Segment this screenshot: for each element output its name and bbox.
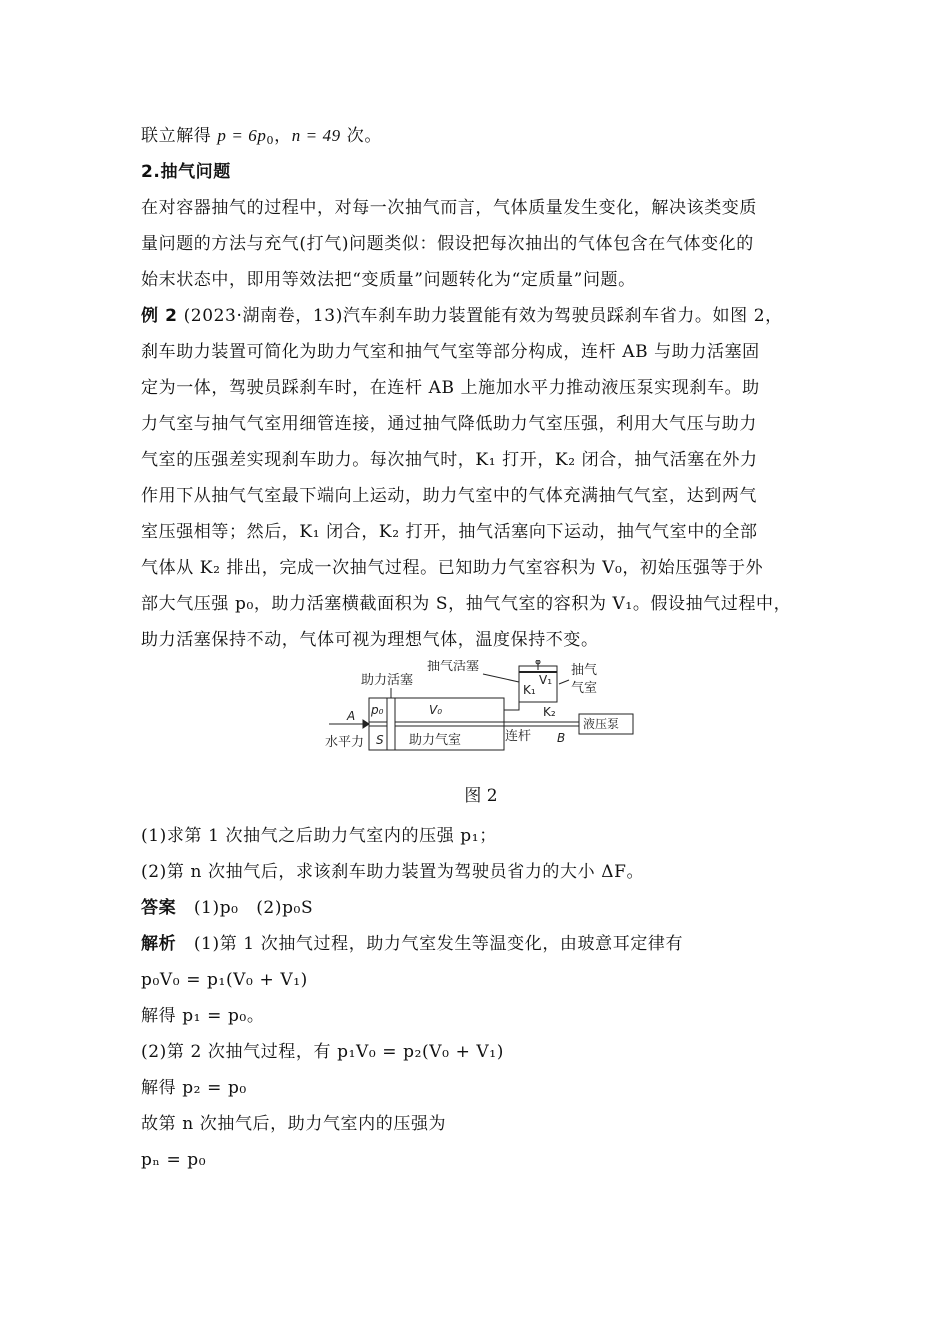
label-b: B	[557, 731, 566, 745]
solution-line	[141, 926, 821, 962]
question-2: (2)第 n 次抽气后，求该刹车助力装置为驾驶员省力的大小 ΔF。	[141, 862, 645, 882]
example-line: 力气室与抽气气室用细管连接，通过抽气降低助力气室压强，利用大气压与助力	[141, 414, 757, 434]
example-line	[141, 298, 821, 334]
example-line: 定为一体，驾驶员踩刹车时，在连杆 AB 上施加水平力推动液压泵实现刹车。助	[141, 378, 760, 398]
math: n = 49	[291, 126, 341, 145]
booster-piston	[387, 698, 395, 750]
label-horizontal-force: 水平力	[325, 735, 365, 750]
answer-line	[141, 890, 821, 926]
label-k2: K₂	[543, 705, 556, 719]
solution-line: p₀V₀ = p₁(V₀ + V₁)	[141, 970, 308, 990]
solution-label: 解析	[141, 934, 177, 954]
label-pump-piston: 抽气活塞	[427, 660, 480, 674]
example-line: 助力活塞保持不动，气体可视为理想气体，温度保持不变。	[141, 630, 599, 650]
label-a: A	[347, 709, 356, 723]
label-p0: p₀	[371, 703, 384, 717]
label-v0: V₀	[429, 703, 443, 717]
example-line: 气室的压强差实现刹车助力。每次抽气时，K₁ 打开，K₂ 闭合，抽气活塞在外力	[141, 450, 758, 470]
brake-booster-diagram	[319, 660, 639, 772]
section-heading: 2.抽气问题	[141, 162, 231, 182]
label-booster-piston: 助力活塞	[361, 673, 414, 688]
text: 联立解得	[141, 126, 218, 146]
example-line: 刹车助力装置可简化为助力气室和抽气气室等部分构成，连杆 AB 与助力活塞固	[141, 342, 760, 362]
paragraph-line: 在对容器抽气的过程中，对每一次抽气而言，气体质量发生变化，解决该类变质	[141, 198, 757, 218]
connecting-tube	[504, 702, 519, 710]
math: p = 6p	[217, 126, 267, 145]
document-page	[141, 118, 821, 1178]
text: ，	[274, 126, 292, 146]
label-hydraulic-pump: 液压泵	[583, 717, 620, 731]
paragraph-line: 量问题的方法与充气(打气)问题类似：假设把每次抽出的气体包含在气体变化的	[141, 234, 754, 254]
example-line: 室压强相等；然后，K₁ 闭合，K₂ 打开，抽气活塞向下运动，抽气气室中的全部	[141, 522, 758, 542]
text: 次。	[340, 126, 382, 146]
label-s: S	[376, 733, 384, 747]
label-booster-chamber: 助力气室	[409, 733, 462, 748]
figure-caption: 图 2	[464, 786, 498, 806]
example-label: 例 2	[141, 306, 178, 326]
example-line: 作用下从抽气气室最下端向上运动，助力气室中的气体充满抽气气室，达到两气	[141, 486, 757, 506]
answer-text: (1)p₀ (2)p₀S	[193, 898, 314, 918]
arrow-head	[363, 720, 369, 728]
solution-text: (1)第 1 次抽气过程，助力气室发生等温变化，由玻意耳定律有	[193, 934, 684, 954]
solution-line: 故第 n 次抽气后，助力气室内的压强为	[141, 1114, 447, 1134]
paragraph-line: 始末状态中，即用等效法把“变质量”问题转化为“定质量”问题。	[141, 270, 636, 290]
brake-booster-figure	[141, 660, 821, 778]
label-pump-chamber: 气室	[571, 681, 598, 696]
label-k1: K₁	[523, 683, 536, 697]
example-line: 气体从 K₂ 排出，完成一次抽气过程。已知助力气室容积为 V₀，初始压强等于外	[141, 558, 764, 578]
question-1: (1)求第 1 次抽气之后助力气室内的压强 p₁；	[141, 826, 497, 846]
answer-label: 答案	[141, 898, 177, 918]
label-v1: V₁	[539, 673, 553, 687]
result-line	[141, 118, 821, 154]
leader-line	[559, 680, 569, 684]
example-text: 汽车刹车助力装置能有效为驾驶员踩刹车省力。如图 2，	[342, 306, 783, 326]
solution-line: pₙ = p₀	[141, 1150, 207, 1170]
math-sub: 0	[266, 134, 275, 147]
example-source: (2023·湖南卷，13)	[177, 306, 343, 326]
leader-line	[483, 674, 519, 682]
example-line: 部大气压强 p₀，助力活塞横截面积为 S，抽气气室的容积为 V₁。假设抽气过程中，	[141, 594, 792, 614]
solution-line: 解得 p₂ = p₀	[141, 1078, 247, 1098]
solution-line: (2)第 2 次抽气过程，有 p₁V₀ = p₂(V₀ + V₁)	[141, 1042, 504, 1062]
solution-line: 解得 p₁ = p₀。	[141, 1006, 265, 1026]
label-pump-chamber: 抽气	[571, 663, 598, 678]
label-rod: 连杆	[505, 729, 532, 744]
